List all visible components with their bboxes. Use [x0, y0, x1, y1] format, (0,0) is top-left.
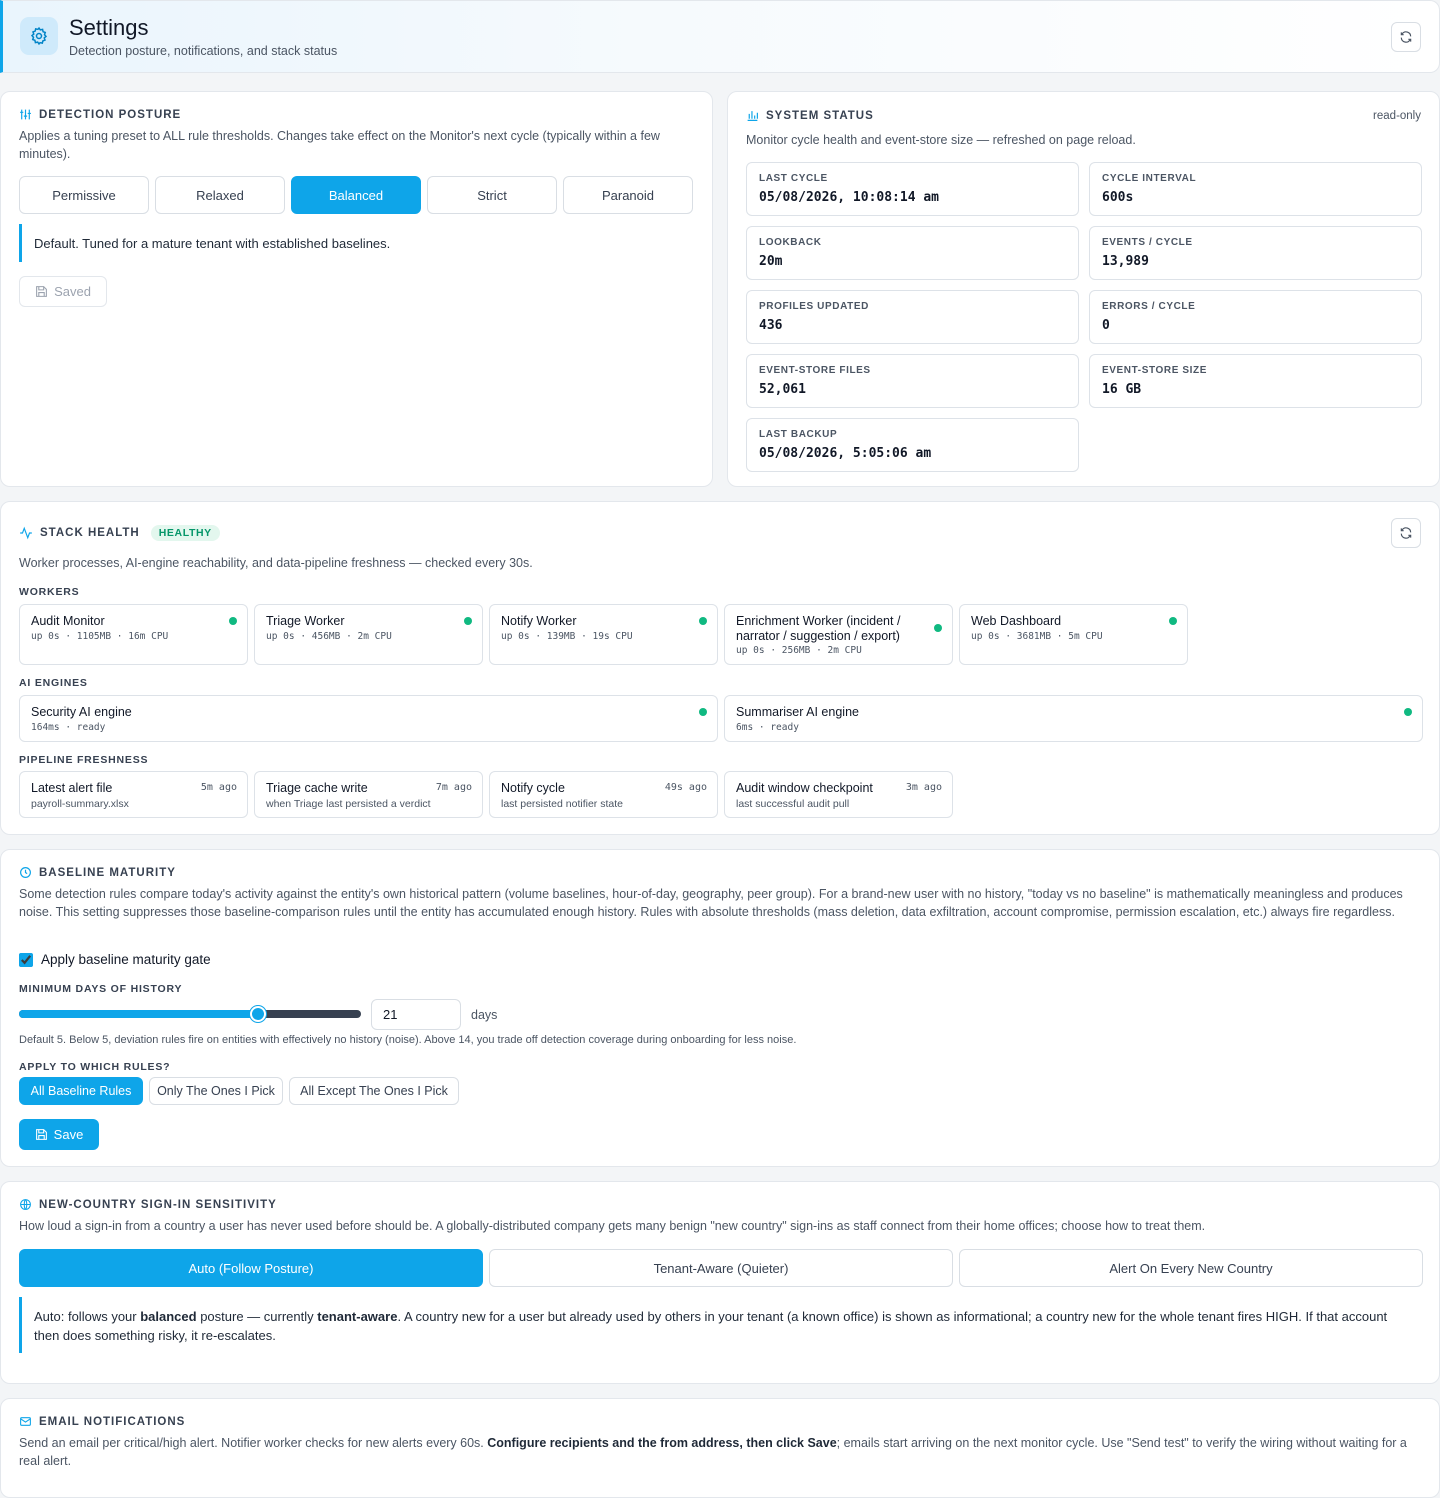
worker-name: Triage Worker — [266, 614, 345, 628]
section-title: STACK HEALTH — [40, 527, 140, 539]
stat-label: LAST BACKUP — [759, 429, 838, 440]
posture-selector — [19, 176, 693, 214]
page-header — [0, 0, 1440, 73]
status-dot — [464, 617, 472, 625]
pipeline-ago: 5m ago — [200, 782, 237, 793]
stat-tile — [1089, 162, 1422, 216]
worker-tile — [959, 604, 1188, 665]
section-description: Applies a tuning preset to ALL rule thresholds. Changes take effect on the Monitor's next cycle (typically within a few minutes). — [19, 129, 660, 161]
engine-tile — [724, 695, 1423, 742]
pipeline-desc: last successful audit pull — [736, 798, 850, 810]
stat-label: ERRORS / CYCLE — [1102, 301, 1196, 312]
refresh-button[interactable] — [1391, 22, 1421, 52]
pipeline-name: Audit window checkpoint — [736, 781, 873, 795]
activity-icon — [19, 526, 33, 540]
section-description: Send an email per critical/high alert. Notifier worker checks for new alerts every 60s. Configure recipients and the from address, then click Save; emails start arriving on the next monitor cycle. Use "Send test" to verify the wiring without waiting for a real alert. — [19, 1436, 1407, 1468]
status-dot — [934, 624, 942, 632]
posture-note: Default. Tuned for a mature tenant with established baselines. — [19, 224, 689, 262]
pipeline-tile — [254, 771, 483, 818]
status-dot — [1404, 708, 1412, 716]
stat-label: EVENT-STORE SIZE — [1102, 365, 1207, 376]
section-title: SYSTEM STATUS — [766, 109, 874, 122]
stat-tile — [1089, 354, 1422, 408]
min-days-slider[interactable] — [19, 1010, 361, 1018]
refresh-icon — [1399, 526, 1413, 540]
stat-label: EVENTS / CYCLE — [1102, 237, 1193, 248]
worker-meta: up 0s · 139MB · 19s CPU — [501, 631, 633, 642]
stat-tile — [746, 354, 1079, 408]
section-title: NEW-COUNTRY SIGN-IN SENSITIVITY — [39, 1198, 277, 1211]
apply-rules-label: APPLY TO WHICH RULES? — [19, 1061, 171, 1073]
stack-health-panel — [0, 501, 1440, 835]
worker-meta: up 0s · 3681MB · 5m CPU — [971, 631, 1103, 642]
section-description: Monitor cycle health and event-store size — refreshed on page reload. — [746, 133, 1136, 147]
worker-tile — [489, 604, 718, 665]
preset-button-relaxed[interactable]: Relaxed — [155, 176, 285, 214]
stat-value: 20m — [759, 254, 783, 269]
pipeline-heading: PIPELINE FRESHNESS — [19, 754, 149, 766]
preset-button-strict[interactable]: Strict — [427, 176, 557, 214]
pipeline-ago: 49s ago — [664, 782, 707, 793]
globe-icon — [19, 1198, 32, 1211]
country-mode-selector — [19, 1249, 1423, 1287]
readonly-label: read-only — [1373, 110, 1421, 122]
pipeline-name: Triage cache write — [266, 781, 368, 795]
apply-rules-selector — [19, 1077, 459, 1105]
save-icon — [35, 1128, 48, 1141]
engine-meta: 6ms · ready — [736, 722, 799, 733]
section-description: Worker processes, AI-engine reachability, and data-pipeline freshness — checked every 30s. — [19, 556, 533, 570]
refresh-icon — [1399, 30, 1413, 44]
gear-icon — [20, 17, 58, 55]
stat-label: LOOKBACK — [759, 237, 822, 248]
worker-tile — [19, 604, 248, 665]
status-dot — [699, 617, 707, 625]
stat-value: 52,061 — [759, 382, 806, 397]
stat-value: 05/08/2026, 5:05:06 am — [759, 446, 932, 461]
min-days-input[interactable] — [371, 999, 461, 1030]
baseline-maturity-panel — [0, 849, 1440, 1167]
stat-tile — [746, 290, 1079, 344]
stat-value: 600s — [1102, 190, 1134, 205]
save-button[interactable]: Save — [19, 1119, 99, 1150]
engine-name: Summariser AI engine — [736, 705, 859, 719]
country-option-1[interactable]: Auto (Follow Posture) — [19, 1249, 483, 1287]
save-icon — [35, 285, 48, 298]
stat-value: 436 — [759, 318, 783, 333]
section-title: DETECTION POSTURE — [39, 108, 182, 121]
email-notifications-panel — [0, 1398, 1440, 1498]
section-title: BASELINE MATURITY — [39, 866, 176, 879]
status-badge: HEALTHY — [151, 525, 220, 541]
worker-name: Notify Worker — [501, 614, 577, 628]
worker-name: Audit Monitor — [31, 614, 105, 628]
page-subtitle: Detection posture, notifications, and stack status — [69, 44, 338, 58]
pipeline-tile — [724, 771, 953, 818]
pipeline-ago: 7m ago — [435, 782, 472, 793]
apply-option-1[interactable]: All Baseline Rules — [19, 1077, 143, 1105]
apply-option-2[interactable]: Only The Ones I Pick — [149, 1077, 283, 1105]
engine-name: Security AI engine — [31, 705, 132, 719]
page-title: Settings — [69, 15, 149, 40]
preset-button-balanced[interactable]: Balanced — [291, 176, 421, 214]
system-status-panel — [727, 91, 1440, 487]
worker-meta: up 0s · 456MB · 2m CPU — [266, 631, 392, 642]
engine-tile — [19, 695, 718, 742]
apply-option-3[interactable]: All Except The Ones I Pick — [289, 1077, 459, 1105]
days-unit: days — [471, 1008, 498, 1022]
stat-value: 13,989 — [1102, 254, 1149, 269]
worker-name: Enrichment Worker (incident / narrator / suggestion / export) — [736, 614, 901, 643]
min-days-hint: Default 5. Below 5, deviation rules fire on entities with effectively no history (noise). Above 14, you trade off detection coverage during onboarding for less noise. — [19, 1034, 797, 1046]
stat-value: 16 GB — [1102, 382, 1142, 397]
country-note: Auto: follows your balanced posture — currently tenant-aware. A country new for a user but already used by others in your tenant (a known office) is shown as informational; a country new for the whole tenant fires HIGH. If that account then does something risky, it re-escalates. — [19, 1297, 1399, 1353]
pipeline-desc: when Triage last persisted a verdict — [266, 798, 431, 810]
slider-thumb[interactable] — [250, 1006, 266, 1022]
status-dot — [699, 708, 707, 716]
slider-fill — [19, 1010, 258, 1018]
section-description: How loud a sign-in from a country a user has never used before should be. A globally-distributed company gets many benign "new country" sign-ins as staff connect from their home offices; choose how to treat them. — [19, 1219, 1206, 1233]
detection-posture-panel — [0, 91, 713, 487]
stat-tile — [1089, 226, 1422, 280]
stat-label: CYCLE INTERVAL — [1102, 173, 1197, 184]
pipeline-ago: 3m ago — [905, 782, 942, 793]
stat-label: EVENT-STORE FILES — [759, 365, 871, 376]
stat-tile — [746, 162, 1079, 216]
worker-meta: up 0s · 256MB · 2m CPU — [736, 645, 862, 656]
stat-tile — [746, 418, 1079, 472]
pipeline-desc: payroll-summary.xlsx — [31, 798, 129, 810]
stat-value: 05/08/2026, 10:08:14 am — [759, 190, 940, 205]
stat-tile — [1089, 290, 1422, 344]
country-option-2[interactable]: Tenant-Aware (Quieter) — [489, 1249, 953, 1287]
clock-icon — [19, 866, 32, 879]
saved-button[interactable]: Saved — [19, 276, 107, 307]
pipeline-tile — [19, 771, 248, 818]
bar-chart-icon — [746, 109, 759, 122]
workers-heading: WORKERS — [19, 586, 80, 598]
status-dot — [1169, 617, 1177, 625]
pipeline-tile — [489, 771, 718, 818]
worker-tile — [254, 604, 483, 665]
stat-label: LAST CYCLE — [759, 173, 828, 184]
worker-meta: up 0s · 1105MB · 16m CPU — [31, 631, 169, 642]
pipeline-desc: last persisted notifier state — [501, 798, 623, 810]
pipeline-name: Notify cycle — [501, 781, 565, 795]
section-description: Some detection rules compare today's activity against the entity's own historical pattern (volume baselines, hour-of-day, geography, peer group). For a brand-new user with no history, "today vs no baseline" is mathematically meaningless and produces noise. This setting suppresses those baseline-comparison rules until the entity has accumulated enough history. Rules with absolute thresholds (mass deletion, data exfiltration, account compromise, permission escalation, etc.) always fire regardless. — [19, 887, 1403, 919]
worker-name: Web Dashboard — [971, 614, 1062, 628]
engine-meta: 164ms · ready — [31, 722, 106, 733]
worker-tile — [724, 604, 953, 665]
preset-button-paranoid[interactable]: Paranoid — [563, 176, 693, 214]
refresh-button[interactable] — [1391, 518, 1421, 548]
maturity-gate-checkbox[interactable]: Apply baseline maturity gate — [19, 952, 211, 967]
ai-engines-heading: AI ENGINES — [19, 677, 88, 689]
mail-icon — [19, 1415, 32, 1428]
stat-label: PROFILES UPDATED — [759, 301, 869, 312]
pipeline-name: Latest alert file — [31, 781, 113, 795]
status-dot — [229, 617, 237, 625]
section-title: EMAIL NOTIFICATIONS — [39, 1415, 186, 1428]
stat-value: 0 — [1102, 318, 1110, 333]
country-option-3[interactable]: Alert On Every New Country — [959, 1249, 1423, 1287]
min-days-label: MINIMUM DAYS OF HISTORY — [19, 983, 183, 995]
stat-tile — [746, 226, 1079, 280]
checkbox[interactable] — [19, 953, 33, 967]
new-country-panel — [0, 1181, 1440, 1384]
preset-button-permissive[interactable]: Permissive — [19, 176, 149, 214]
sliders-icon — [19, 108, 32, 121]
